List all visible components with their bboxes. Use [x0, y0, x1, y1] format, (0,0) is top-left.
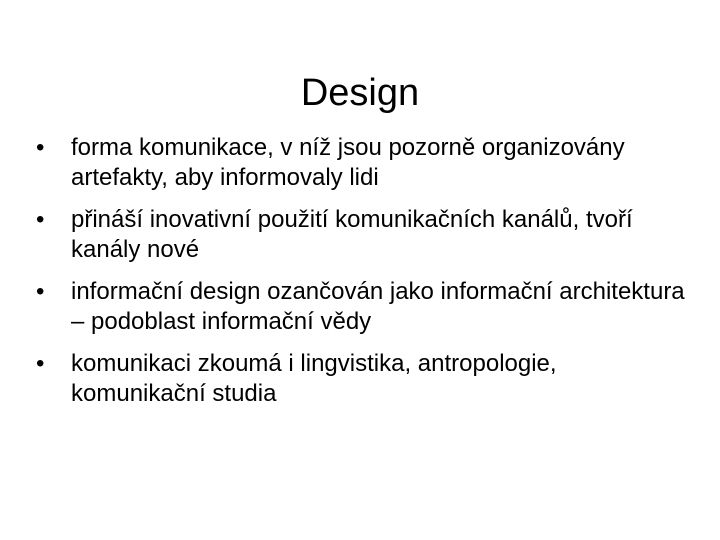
- bullet-text: přináší inovativní použití komunikačních kanálů, tvoří kanály nové: [71, 206, 633, 263]
- bullet-text: informační design ozančován jako informační architektura – podoblast informační vědy: [71, 278, 685, 335]
- bullet-item-3: [36, 277, 686, 337]
- bullet-icon: •: [36, 350, 45, 377]
- bullet-item-4: [36, 349, 686, 409]
- slide-title: Design: [300, 72, 420, 115]
- bullet-item-1: [36, 133, 686, 193]
- bullet-icon: •: [36, 206, 45, 233]
- bullet-icon: •: [36, 134, 45, 161]
- bullet-icon: •: [36, 278, 45, 305]
- bullet-list: [36, 133, 686, 421]
- bullet-item-2: [36, 205, 686, 265]
- bullet-text: forma komunikace, v níž jsou pozorně organizovány artefakty, aby informovaly lidi: [71, 134, 625, 191]
- bullet-text: komunikaci zkoumá i lingvistika, antropologie, komunikační studia: [71, 350, 557, 407]
